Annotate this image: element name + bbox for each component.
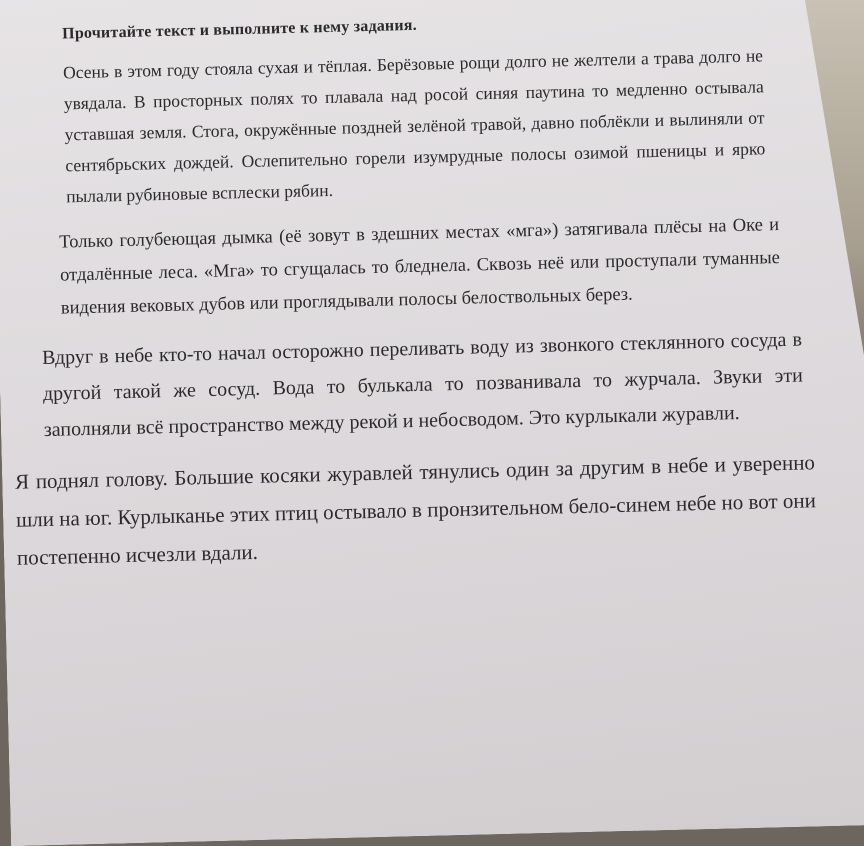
paragraph-3: Вдруг в небе кто-то начал осторожно переливать воду из звонкого стеклянного сосуда в другой такой же сосуд. Вода то булькала то позванивала то журчала. Звуки эти заполняли всё пространство между рекой и небосводом. Это курлыкали журавли. — [41, 328, 804, 442]
document-title: Прочитайте текст и выполните к нему задания. — [61, 16, 418, 43]
document-text — [14, 7, 824, 590]
paragraph-4: Я поднял голову. Большие косяки журавлей тянулись один за другим в небе и уверенно шли на юг. Курлыканье этих птиц остывало в пронзительном бело-синем небе но вот они постепенно исчезли вдали. — [14, 450, 817, 570]
paragraph-1: Осень в этом году стояла сухая и тёплая. Берёзовые рощи долго не желтели а трава долго не увядала. В просторных полях то плавала над росой синяя паутина то медленно остывала уставшая земля. Стога, окружённые поздней зелёной травой, давно поблёкли и вылиняли от сентябрьских дождей. Ослепительно горели изумрудные полосы озимой пшеницы и ярко пылали рубиновые всплески рябин. — [62, 45, 766, 207]
paragraph-2: Только голубеющая дымка (её зовут в здешних местах «мга») затягивала плёсы на Оке и отдалённые леса. «Мга» то сгущалась то бледнела. Сквозь неё или проступали туманные видения вековых дубов или проглядывали полосы белоствольных берез. — [59, 215, 781, 319]
